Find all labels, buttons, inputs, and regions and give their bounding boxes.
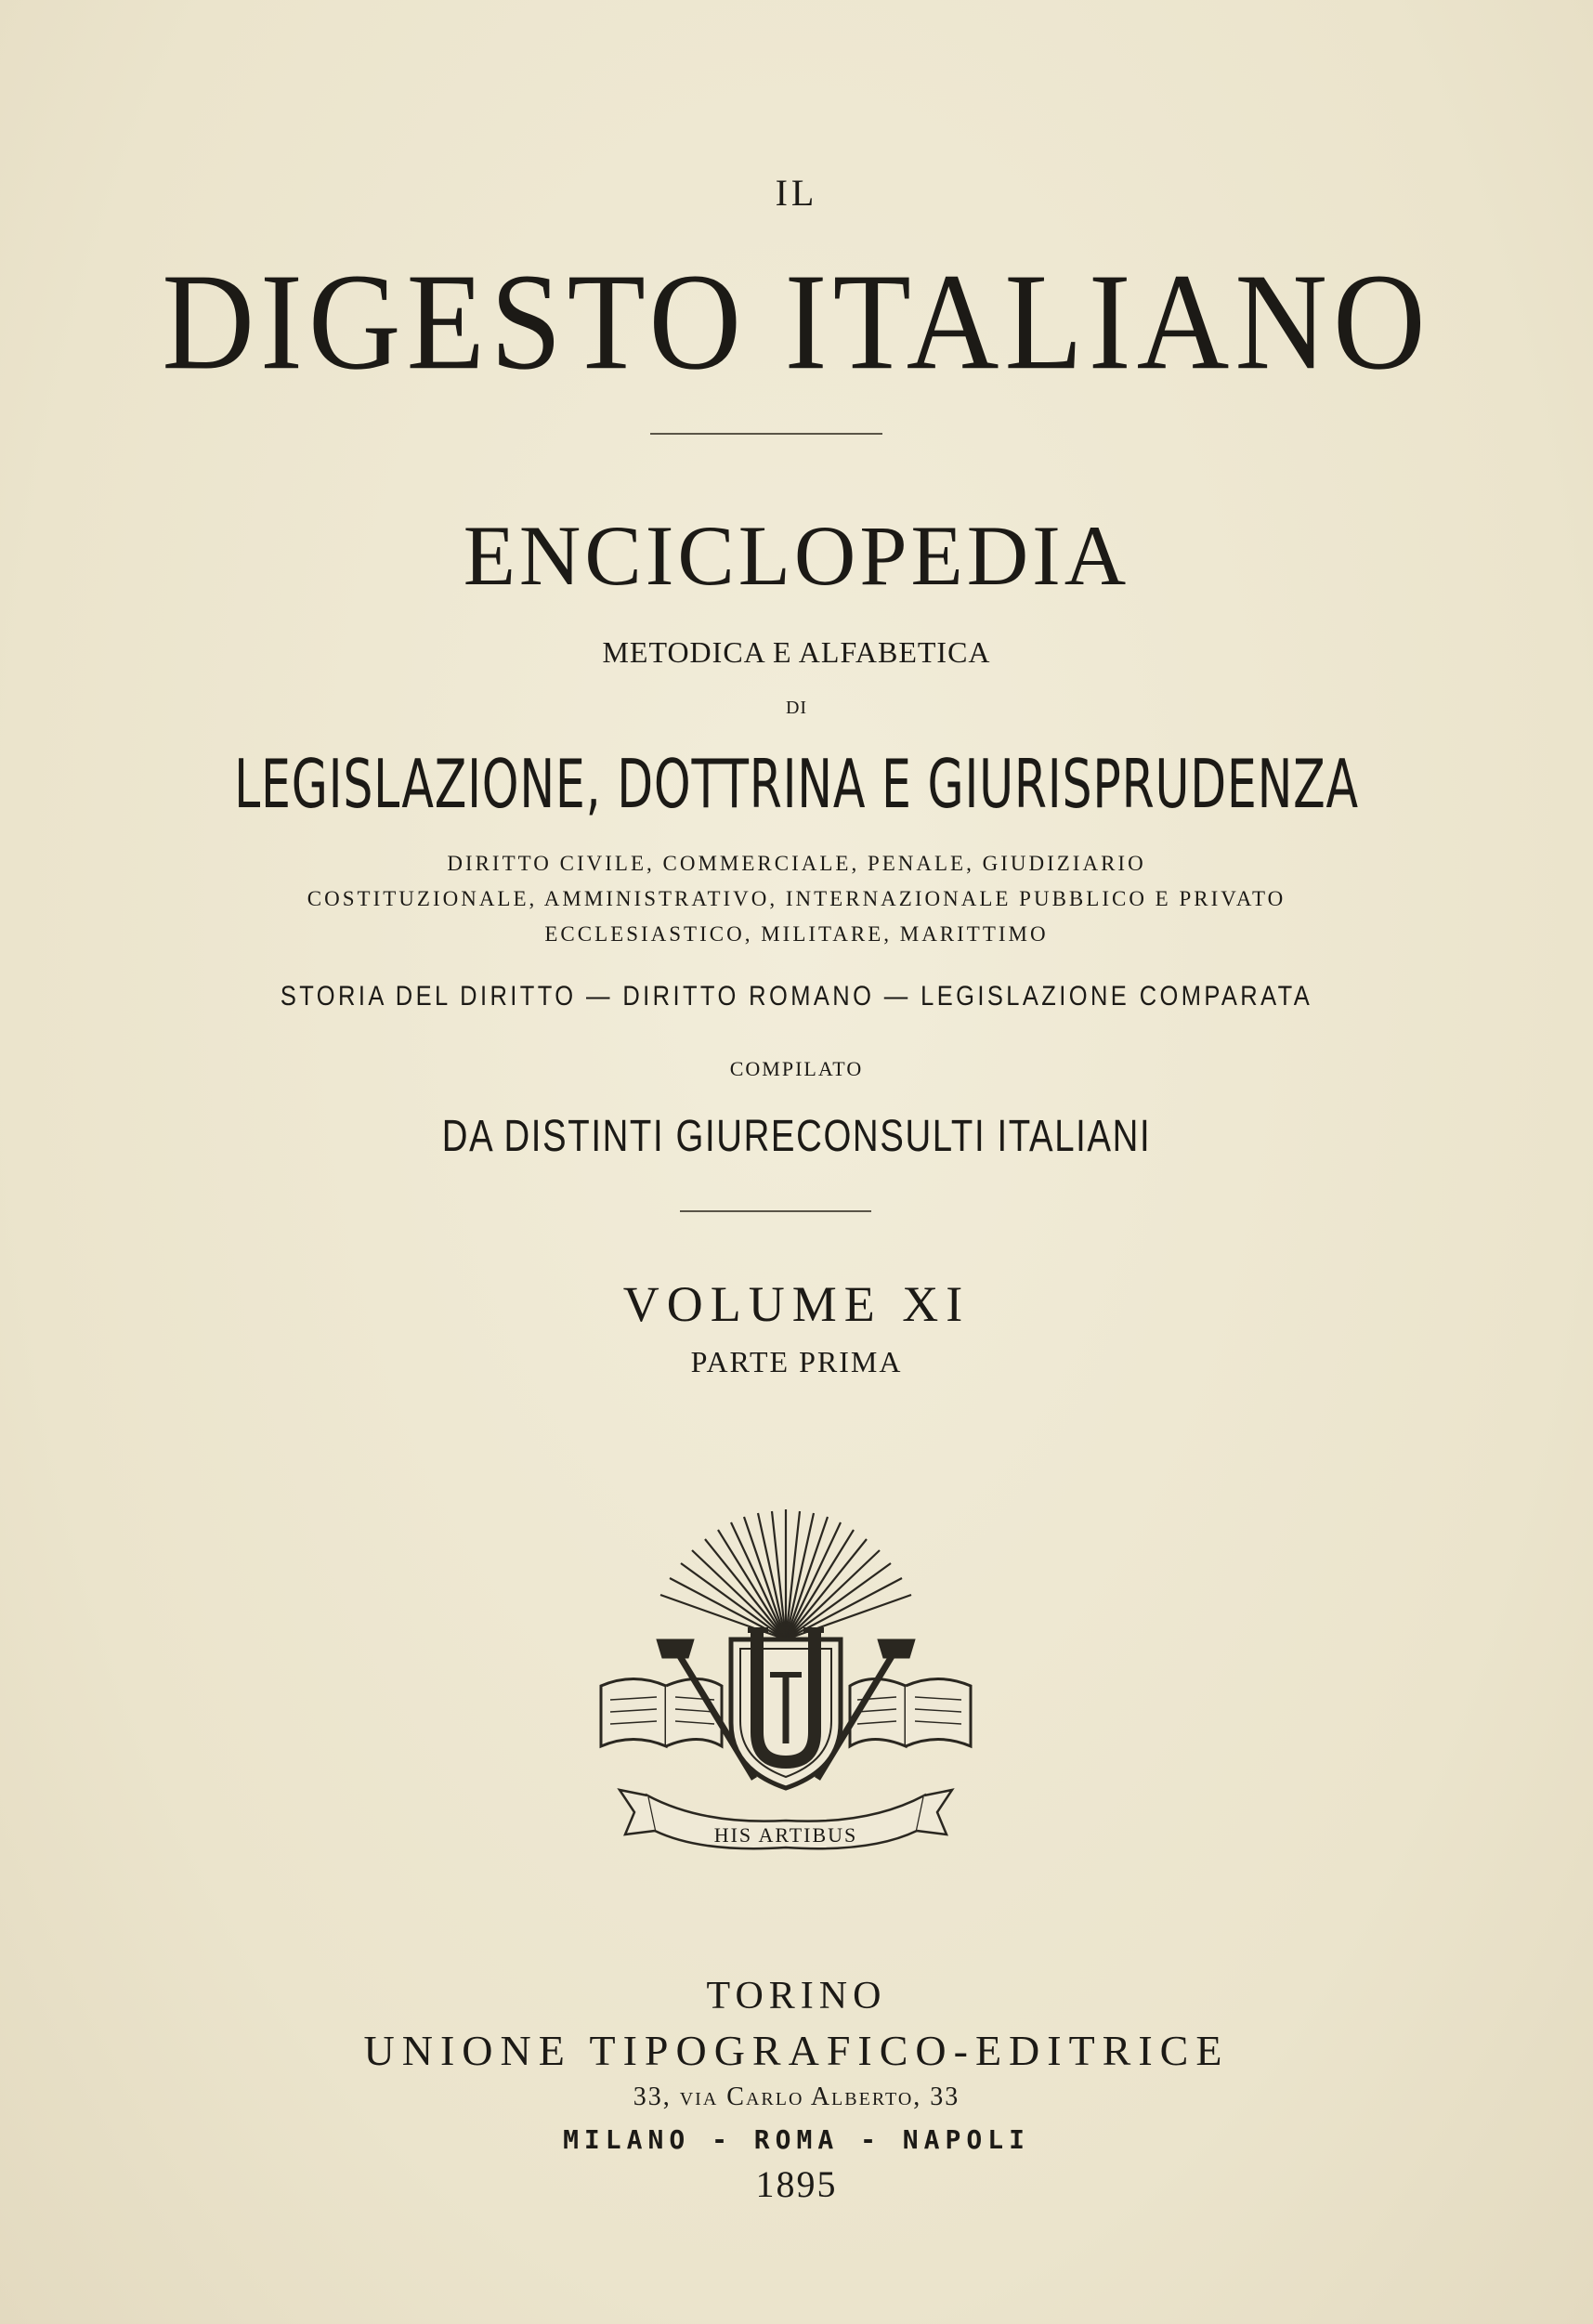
law-branches-line: DIRITTO CIVILE, COMMERCIALE, PENALE, GIUDIZIARIO: [447, 852, 1146, 875]
fields-heading: LEGISLAZIONE, DOTTRINA E GIURISPRUDENZA: [234, 745, 1359, 823]
subtitle: ENCICLOPEDIA: [463, 508, 1130, 603]
volume-number: VOLUME XI: [622, 1276, 971, 1332]
law-branches-line: COSTITUZIONALE, AMMINISTRATIVO, INTERNAZIONALE PUBBLICO E PRIVATO: [307, 887, 1286, 910]
emblem-banner-text: HIS ARTIBUS: [713, 1823, 858, 1847]
subtitle-description: METODICA E ALFABETICA: [602, 635, 991, 669]
compiled-by: DA DISTINTI GIURECONSULTI ITALIANI: [441, 1112, 1152, 1161]
main-title: DIGESTO ITALIANO: [162, 244, 1431, 398]
title-article: IL: [775, 172, 818, 214]
imprint-cities: MILANO - ROMA - NAPOLI: [563, 2124, 1030, 2155]
preposition: DI: [785, 698, 808, 718]
law-branches-line: ECCLESIASTICO, MILITARE, MARITTIMO: [544, 922, 1049, 946]
volume-part: PARTE PRIMA: [690, 1345, 903, 1378]
imprint-city: TORINO: [706, 1975, 887, 2017]
divider-rule: [680, 1210, 871, 1212]
compiled-label: COMPILATO: [729, 1057, 864, 1080]
divider-rule: [650, 433, 882, 435]
history-line: STORIA DEL DIRITTO — DIRITTO ROMANO — LEGISLAZIONE COMPARATA: [280, 981, 1313, 1012]
imprint-address: 33, via Carlo Alberto, 33: [633, 2082, 960, 2111]
publisher-emblem-icon: [592, 1500, 980, 1853]
imprint-publisher: UNIONE TIPOGRAFICO-EDITRICE: [363, 2027, 1230, 2074]
imprint-year: 1895: [755, 2163, 838, 2205]
